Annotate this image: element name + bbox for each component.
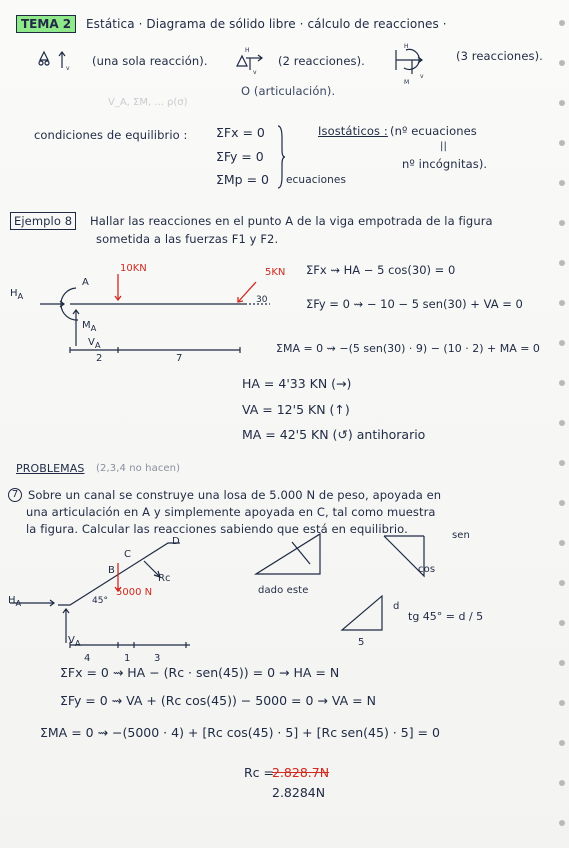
triangle-side-5: 5 xyxy=(358,637,365,648)
label-ha-2: $H_A$ xyxy=(8,595,22,608)
ejemplo-tag: Ejemplo 8 xyxy=(10,212,76,230)
bleed-through-text: V_A, ΣM, ... ρ(σ) xyxy=(108,97,188,108)
ecuaciones-label: ecuaciones xyxy=(286,174,347,186)
problem-eq-m: ΣMA = 0 ⇝ −(5000 · 4) + [Rc cos(45) · 5] + [Rc sen(45) · 5] = 0 xyxy=(40,725,440,740)
binder-hole xyxy=(559,340,565,346)
binder-hole xyxy=(559,740,565,746)
brace-icon xyxy=(276,124,286,190)
problem-eq-y: ΣFy = 0 ⇝ VA + (Rc cos(45)) − 5000 = 0 → VA = N xyxy=(60,693,376,708)
label-ha: $H_A$ xyxy=(10,288,24,301)
svg-text:v: v xyxy=(253,69,257,76)
tema-tag: TEMA 2 xyxy=(16,15,76,33)
roller-support-icon xyxy=(38,48,78,78)
isostatic-equal: || xyxy=(440,141,447,152)
result-va: VA = 12'5 KN (↑) xyxy=(242,402,350,417)
binder-hole xyxy=(559,620,565,626)
svg-text:M: M xyxy=(404,79,410,86)
force-f2-label: 5KN xyxy=(265,267,286,278)
page-title: Estática · Diagrama de sólido libre · cálculo de reacciones · xyxy=(86,17,447,31)
problem-eq-x: ΣFx = 0 ⇝ HA − (Rc · sen(45)) = 0 → HA = N xyxy=(60,665,340,680)
ejemplo-eq-x: ΣFx ⇝ HA − 5 cos(30) = 0 xyxy=(306,263,456,277)
binder-hole xyxy=(559,60,565,66)
dimension-3: 3 xyxy=(154,653,161,664)
ejemplo-eq-m: ΣMA = 0 ⇝ −(5 sen(30) · 9) − (10 · 2) + MA = 0 xyxy=(276,342,540,355)
weight-label: 5000 N xyxy=(116,587,153,598)
svg-text:H: H xyxy=(245,47,250,54)
canal-diagram xyxy=(10,535,210,665)
label-ma: $M_A$ xyxy=(82,320,97,333)
angle-label: 30 xyxy=(256,295,268,305)
problemas-note: (2,3,4 no hacen) xyxy=(96,463,181,474)
binder-hole xyxy=(559,220,565,226)
beam-diagram xyxy=(30,260,270,370)
pin-support-icon xyxy=(236,44,276,78)
ejemplo-statement-2: sometida a las fuerzas F1 y F2. xyxy=(96,232,279,246)
equilibrium-label: condiciones de equilibrio : xyxy=(34,128,188,142)
binder-hole xyxy=(559,20,565,26)
angle-45-label: 45° xyxy=(92,596,108,606)
support-two-text: (2 reacciones). xyxy=(278,54,365,68)
cos-label: cos xyxy=(418,564,436,575)
binder-hole xyxy=(559,380,565,386)
fixed-support-icon xyxy=(392,40,452,86)
result-rc-scratch: 2.828.7N xyxy=(272,765,330,780)
equation-mp: ΣMp = 0 xyxy=(216,172,269,187)
problemas-title: PROBLEMAS xyxy=(16,462,85,475)
binder-hole xyxy=(559,300,565,306)
label-va: $V_A$ xyxy=(88,337,101,350)
result-ma: MA = 42'5 KN (↺) antihorario xyxy=(242,427,426,442)
dimension-2: 2 xyxy=(96,353,103,364)
binder-hole xyxy=(559,180,565,186)
dimension-4: 4 xyxy=(84,653,91,664)
svg-text:H: H xyxy=(404,43,409,50)
problem-7-line-3: la figura. Calcular las reacciones sabiendo que está en equilibrio. xyxy=(26,522,408,536)
binder-hole xyxy=(559,580,565,586)
binder-hole xyxy=(559,700,565,706)
binder-hole xyxy=(559,140,565,146)
ejemplo-statement-1: Hallar las reacciones en el punto A de la viga empotrada de la figura xyxy=(90,214,493,228)
triangle-side-d: d xyxy=(393,601,400,612)
result-rc-value: 2.8284N xyxy=(272,785,326,800)
equation-fx: ΣFx = 0 xyxy=(216,125,265,140)
force-f1-label: 10KN xyxy=(120,263,147,274)
dimension-1: 1 xyxy=(124,653,131,664)
triangle-sketch xyxy=(252,530,324,580)
binder-hole xyxy=(559,460,565,466)
force-decomposition-sketch xyxy=(380,532,440,592)
binder-hole xyxy=(559,100,565,106)
dado-este-label: dado este xyxy=(258,585,309,596)
tangent-triangle-sketch xyxy=(340,594,390,634)
ejemplo-eq-y: ΣFy = 0 ⇝ − 10 − 5 sen(30) + VA = 0 xyxy=(306,297,523,311)
binder-hole xyxy=(559,540,565,546)
result-ha: HA = 4'33 KN (→) xyxy=(242,376,352,391)
isostaticos-label: Isostáticos : xyxy=(318,124,388,138)
binder-hole xyxy=(559,820,565,826)
problem-7-line-1: Sobre un canal se construye una losa de 5.000 N de peso, apoyada en xyxy=(28,488,442,502)
tangent-equation: tg 45° = d / 5 xyxy=(408,610,484,623)
sen-label: sen xyxy=(452,530,471,541)
support-three-text: (3 reacciones). xyxy=(456,49,543,63)
equation-fy: ΣFy = 0 xyxy=(216,149,264,164)
rc-label: Rc xyxy=(158,573,171,584)
label-b: B xyxy=(108,565,115,576)
binder-hole xyxy=(559,780,565,786)
svg-text:v: v xyxy=(420,73,424,80)
isostatic-rule-2: nº incógnitas). xyxy=(402,157,488,171)
binder-hole xyxy=(559,260,565,266)
svg-text:v: v xyxy=(66,65,70,72)
result-rc-label: Rc = xyxy=(244,765,275,780)
binder-hole xyxy=(559,420,565,426)
label-va-2: $V_A$ xyxy=(68,635,81,648)
label-c: C xyxy=(124,549,131,560)
articulacion-text: O (articulación). xyxy=(241,84,336,98)
label-a: A xyxy=(82,277,89,288)
dimension-7: 7 xyxy=(176,353,183,364)
problem-number: 7 xyxy=(8,488,22,502)
problem-7-line-2: una articulación en A y simplemente apoyada en C, tal como muestra xyxy=(26,505,436,519)
binder-hole xyxy=(559,660,565,666)
label-d: D xyxy=(172,536,180,547)
support-one-text: (una sola reacción). xyxy=(92,54,208,68)
binder-hole xyxy=(559,500,565,506)
isostatic-rule-1: (nº ecuaciones xyxy=(390,124,477,138)
